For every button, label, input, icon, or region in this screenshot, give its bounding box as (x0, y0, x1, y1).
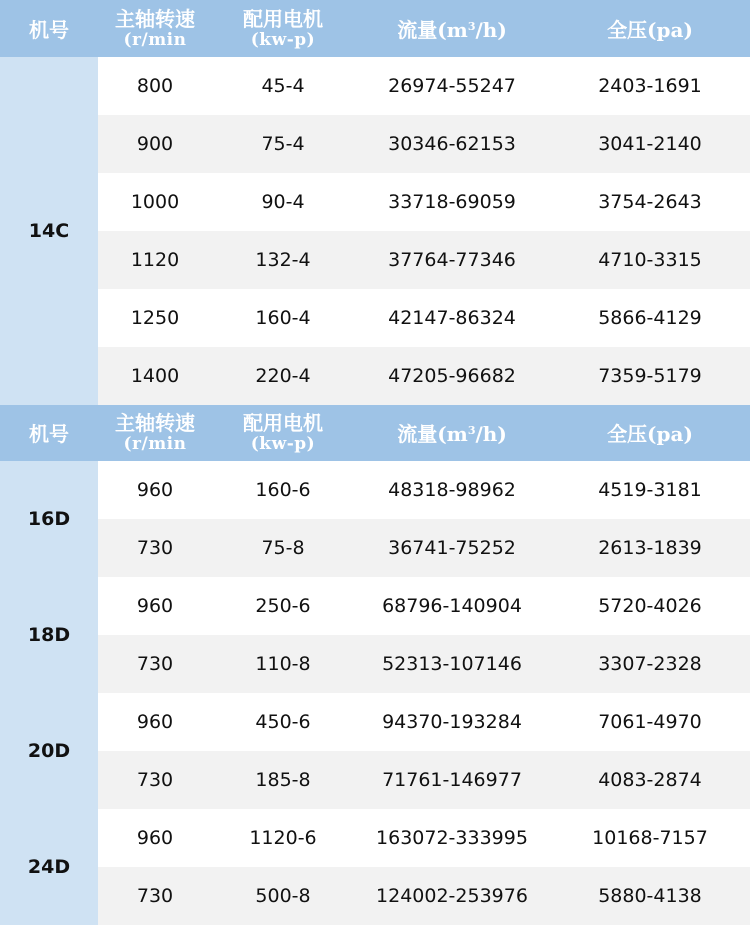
motor-cell: 45-4 (261, 75, 305, 97)
pressure-cell: 2403-1691 (598, 75, 702, 97)
pressure-cell: 5880-4138 (598, 885, 702, 907)
flow-cell: 163072-333995 (376, 827, 528, 849)
header-flow-text: 流量$(m^3/h)$ (397, 18, 507, 42)
speed-cell: 800 (136, 75, 174, 97)
header-speed-line1: 主轴转速 (115, 6, 195, 31)
pressure-cell: 10168-7157 (592, 827, 708, 849)
motor-cell: 75-8 (261, 537, 305, 559)
motor-cell: 450-6 (255, 711, 311, 733)
table-row (98, 231, 750, 289)
header-motor (212, 0, 354, 57)
table-row (98, 751, 750, 809)
header-speed-line2: (r/min (123, 29, 187, 50)
flow-cell: 124002-253976 (376, 885, 528, 907)
pressure-cell: 5720-4026 (598, 595, 702, 617)
motor-cell: 185-8 (255, 769, 311, 791)
table-row (98, 809, 750, 867)
pressure-cell: 7061-4970 (598, 711, 702, 733)
table-row (98, 173, 750, 231)
speed-cell: 730 (136, 769, 174, 791)
flow-cell: 68796-140904 (382, 595, 522, 617)
model-id-cell: 24D (0, 809, 98, 925)
flow-cell: 33718-69059 (388, 191, 516, 213)
flow-cell: 30346-62153 (388, 133, 516, 155)
table-row (98, 519, 750, 577)
motor-cell: 110-8 (255, 653, 311, 675)
header-motor-line1: 配用电机 (243, 6, 323, 31)
table-row (98, 115, 750, 173)
speed-cell: 1250 (130, 307, 180, 329)
model-id-cell: 18D (0, 577, 98, 693)
flow-cell: 94370-193284 (382, 711, 522, 733)
speed-cell: 960 (136, 827, 174, 849)
header-speed (98, 0, 212, 57)
motor-cell: 90-4 (261, 191, 305, 213)
pressure-cell: 4083-2874 (598, 769, 702, 791)
motor-cell: 132-4 (255, 249, 311, 271)
pressure-cell: 7359-5179 (598, 365, 702, 387)
table-header-1 (0, 0, 750, 57)
pressure-cell: 3041-2140 (598, 133, 702, 155)
model-id-cell: 16D (0, 461, 98, 577)
table-header-2 (0, 404, 750, 461)
header-speed-line1: 主轴转速 (115, 410, 195, 435)
speed-cell: 900 (136, 133, 174, 155)
speed-cell: 960 (136, 479, 174, 501)
speed-cell: 960 (136, 711, 174, 733)
header-pressure: 全压(pa) (607, 18, 693, 42)
pressure-cell: 3307-2328 (598, 653, 702, 675)
flow-cell: 26974-55247 (388, 75, 516, 97)
table-row (98, 867, 750, 925)
header-motor (212, 404, 354, 461)
table-row (98, 57, 750, 115)
speed-cell: 730 (136, 885, 174, 907)
header-motor-line2: (kw-p) (250, 433, 316, 454)
flow-cell: 36741-75252 (388, 537, 516, 559)
motor-cell: 220-4 (255, 365, 311, 387)
table-row (98, 347, 750, 405)
flow-cell: 37764-77346 (388, 249, 516, 271)
pressure-cell: 4519-3181 (598, 479, 702, 501)
table-row (98, 693, 750, 751)
pressure-cell: 4710-3315 (598, 249, 702, 271)
header-id: 机号 (29, 18, 69, 42)
header-speed (98, 404, 212, 461)
motor-cell: 160-6 (255, 479, 311, 501)
model-id-cell: 20D (0, 693, 98, 809)
pressure-cell: 3754-2643 (598, 191, 702, 213)
pressure-cell: 5866-4129 (598, 307, 702, 329)
motor-cell: 1120-6 (249, 827, 317, 849)
motor-cell: 250-6 (255, 595, 311, 617)
header-flow-superscript: 3 (467, 424, 476, 437)
speed-cell: 960 (136, 595, 174, 617)
header-id: 机号 (29, 422, 69, 446)
model-id-cell: 14C (0, 57, 98, 405)
speed-cell: 730 (136, 537, 174, 559)
header-flow-text: 流量$(m^3/h)$ (397, 422, 507, 446)
speed-cell: 730 (136, 653, 174, 675)
flow-cell: 52313-107146 (382, 653, 522, 675)
speed-cell: 1120 (130, 249, 180, 271)
table-row (98, 577, 750, 635)
table-row (98, 461, 750, 519)
flow-cell: 42147-86324 (388, 307, 516, 329)
header-pressure: 全压(pa) (607, 422, 693, 446)
motor-cell: 500-8 (255, 885, 311, 907)
table-row (98, 635, 750, 693)
header-speed-line2: (r/min (123, 433, 187, 454)
flow-cell: 47205-96682 (388, 365, 516, 387)
motor-cell: 160-4 (255, 307, 311, 329)
flow-cell: 48318-98962 (388, 479, 516, 501)
header-motor-line1: 配用电机 (243, 410, 323, 435)
flow-cell: 71761-146977 (382, 769, 522, 791)
pressure-cell: 2613-1839 (598, 537, 702, 559)
speed-cell: 1000 (130, 191, 180, 213)
header-flow (354, 404, 550, 461)
table-row (98, 289, 750, 347)
speed-cell: 1400 (130, 365, 180, 387)
motor-cell: 75-4 (261, 133, 305, 155)
header-motor-line2: (kw-p) (250, 29, 316, 50)
header-flow-superscript: 3 (467, 20, 476, 33)
header-flow (354, 0, 550, 57)
